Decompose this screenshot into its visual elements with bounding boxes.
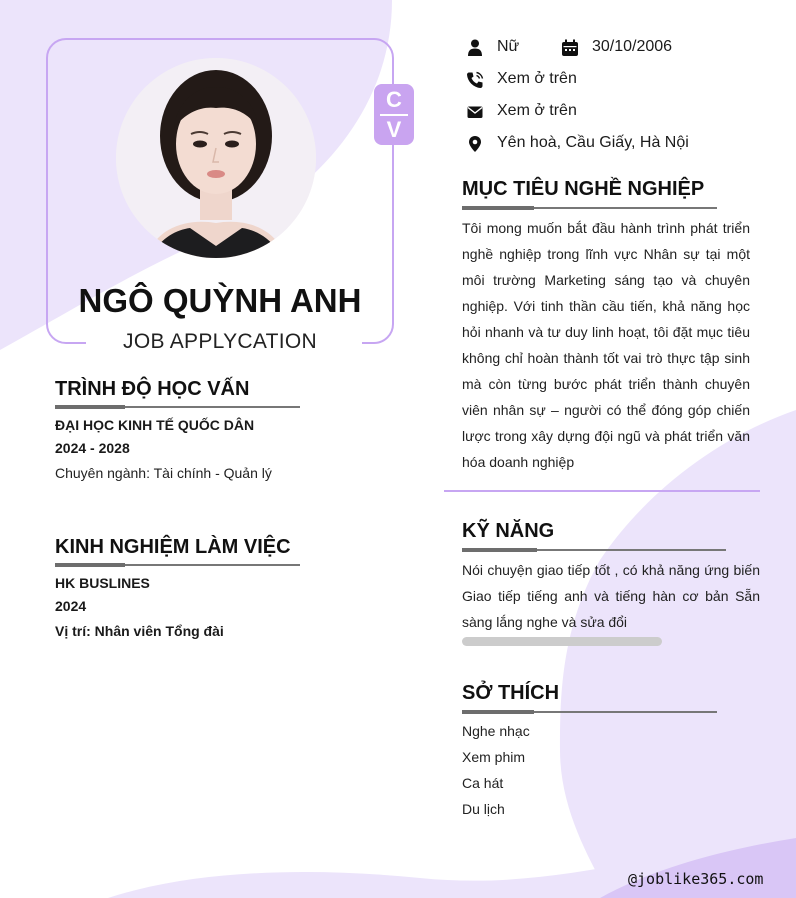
candidate-name: NGÔ QUỲNH ANH xyxy=(78,282,362,319)
address-value: Yên hoà, Cầu Giấy, Hà Nội xyxy=(497,134,689,151)
hobby-item: Du lịch xyxy=(462,801,505,817)
experience-title: KINH NGHIỆM LÀM VIỆC xyxy=(55,536,291,558)
email-value: Xem ở trên xyxy=(497,102,577,119)
cv-badge-divider xyxy=(380,114,408,116)
cv-badge-bottom: V xyxy=(386,117,402,142)
experience-year: 2024 xyxy=(55,598,87,614)
location-pin-icon xyxy=(466,135,484,153)
watermark: @joblike365.com xyxy=(628,870,764,888)
hobby-item: Xem phim xyxy=(462,749,526,765)
profile-photo xyxy=(116,58,316,258)
phone-value: Xem ở trên xyxy=(497,70,577,87)
hobby-item: Ca hát xyxy=(462,775,504,791)
contact-address xyxy=(466,133,766,155)
education-major: Chuyên ngành: Tài chính - Quản lý xyxy=(55,465,272,481)
hobbies-underline xyxy=(462,711,717,713)
cv-badge xyxy=(374,84,414,145)
hobbies-title: SỞ THÍCH xyxy=(462,682,560,704)
education-years: 2024 - 2028 xyxy=(55,440,130,456)
objective-text: Tôi mong muốn bắt đầu hành trình phát triển nghề nghiệp trong lĩnh vực Nhân sự tại một môi trường Marketing sáng tạo và chuyên nghiệp. Với tinh thần cầu tiến, khả năng học hỏi nhanh và tư duy linh hoạt, tôi đặt mục tiêu không chỉ hoàn thành tốt vai trò thực tập sinh mà còn từng bước phát triển thành chuyên viên nhân sự – người có thể đóng góp chiến lược trong xây dựng đội ngũ và phát triển văn hóa doanh nghiệp xyxy=(462,220,750,470)
education-school: ĐẠI HỌC KINH TẾ QUỐC DÂN xyxy=(55,417,255,433)
calendar-icon xyxy=(561,39,579,57)
education-underline xyxy=(55,406,300,408)
experience-position: Vị trí: Nhân viên Tổng đài xyxy=(55,623,224,639)
skills-title: KỸ NĂNG xyxy=(462,520,555,542)
phone-icon xyxy=(466,71,484,89)
experience-underline xyxy=(55,564,300,566)
hobby-item: Nghe nhạc xyxy=(462,723,530,739)
objective-underline xyxy=(462,207,717,209)
birthday-value: 30/10/2006 xyxy=(592,38,673,55)
skills-underline xyxy=(462,549,726,551)
skills-text: Nói chuyện giao tiếp tốt , có khả năng ứng biến Giao tiếp tiếng anh và tiếng hàn cơ bản Sẵn sàng lắng nghe và sửa đổi xyxy=(462,562,760,630)
contact-birthday xyxy=(561,37,701,59)
job-title: JOB APPLYCATION xyxy=(123,330,317,353)
section-divider xyxy=(444,490,760,492)
skill-bar xyxy=(462,637,662,646)
person-icon xyxy=(466,39,484,57)
contact-phone xyxy=(466,69,666,91)
education-title: TRÌNH ĐỘ HỌC VẤN xyxy=(55,378,250,400)
gender-value: Nữ xyxy=(497,38,520,55)
experience-company: HK BUSLINES xyxy=(55,575,150,591)
envelope-icon xyxy=(466,103,484,121)
objective-title: MỤC TIÊU NGHỀ NGHIỆP xyxy=(462,178,705,200)
cv-badge-top: C xyxy=(386,87,402,112)
contact-email xyxy=(466,101,666,123)
